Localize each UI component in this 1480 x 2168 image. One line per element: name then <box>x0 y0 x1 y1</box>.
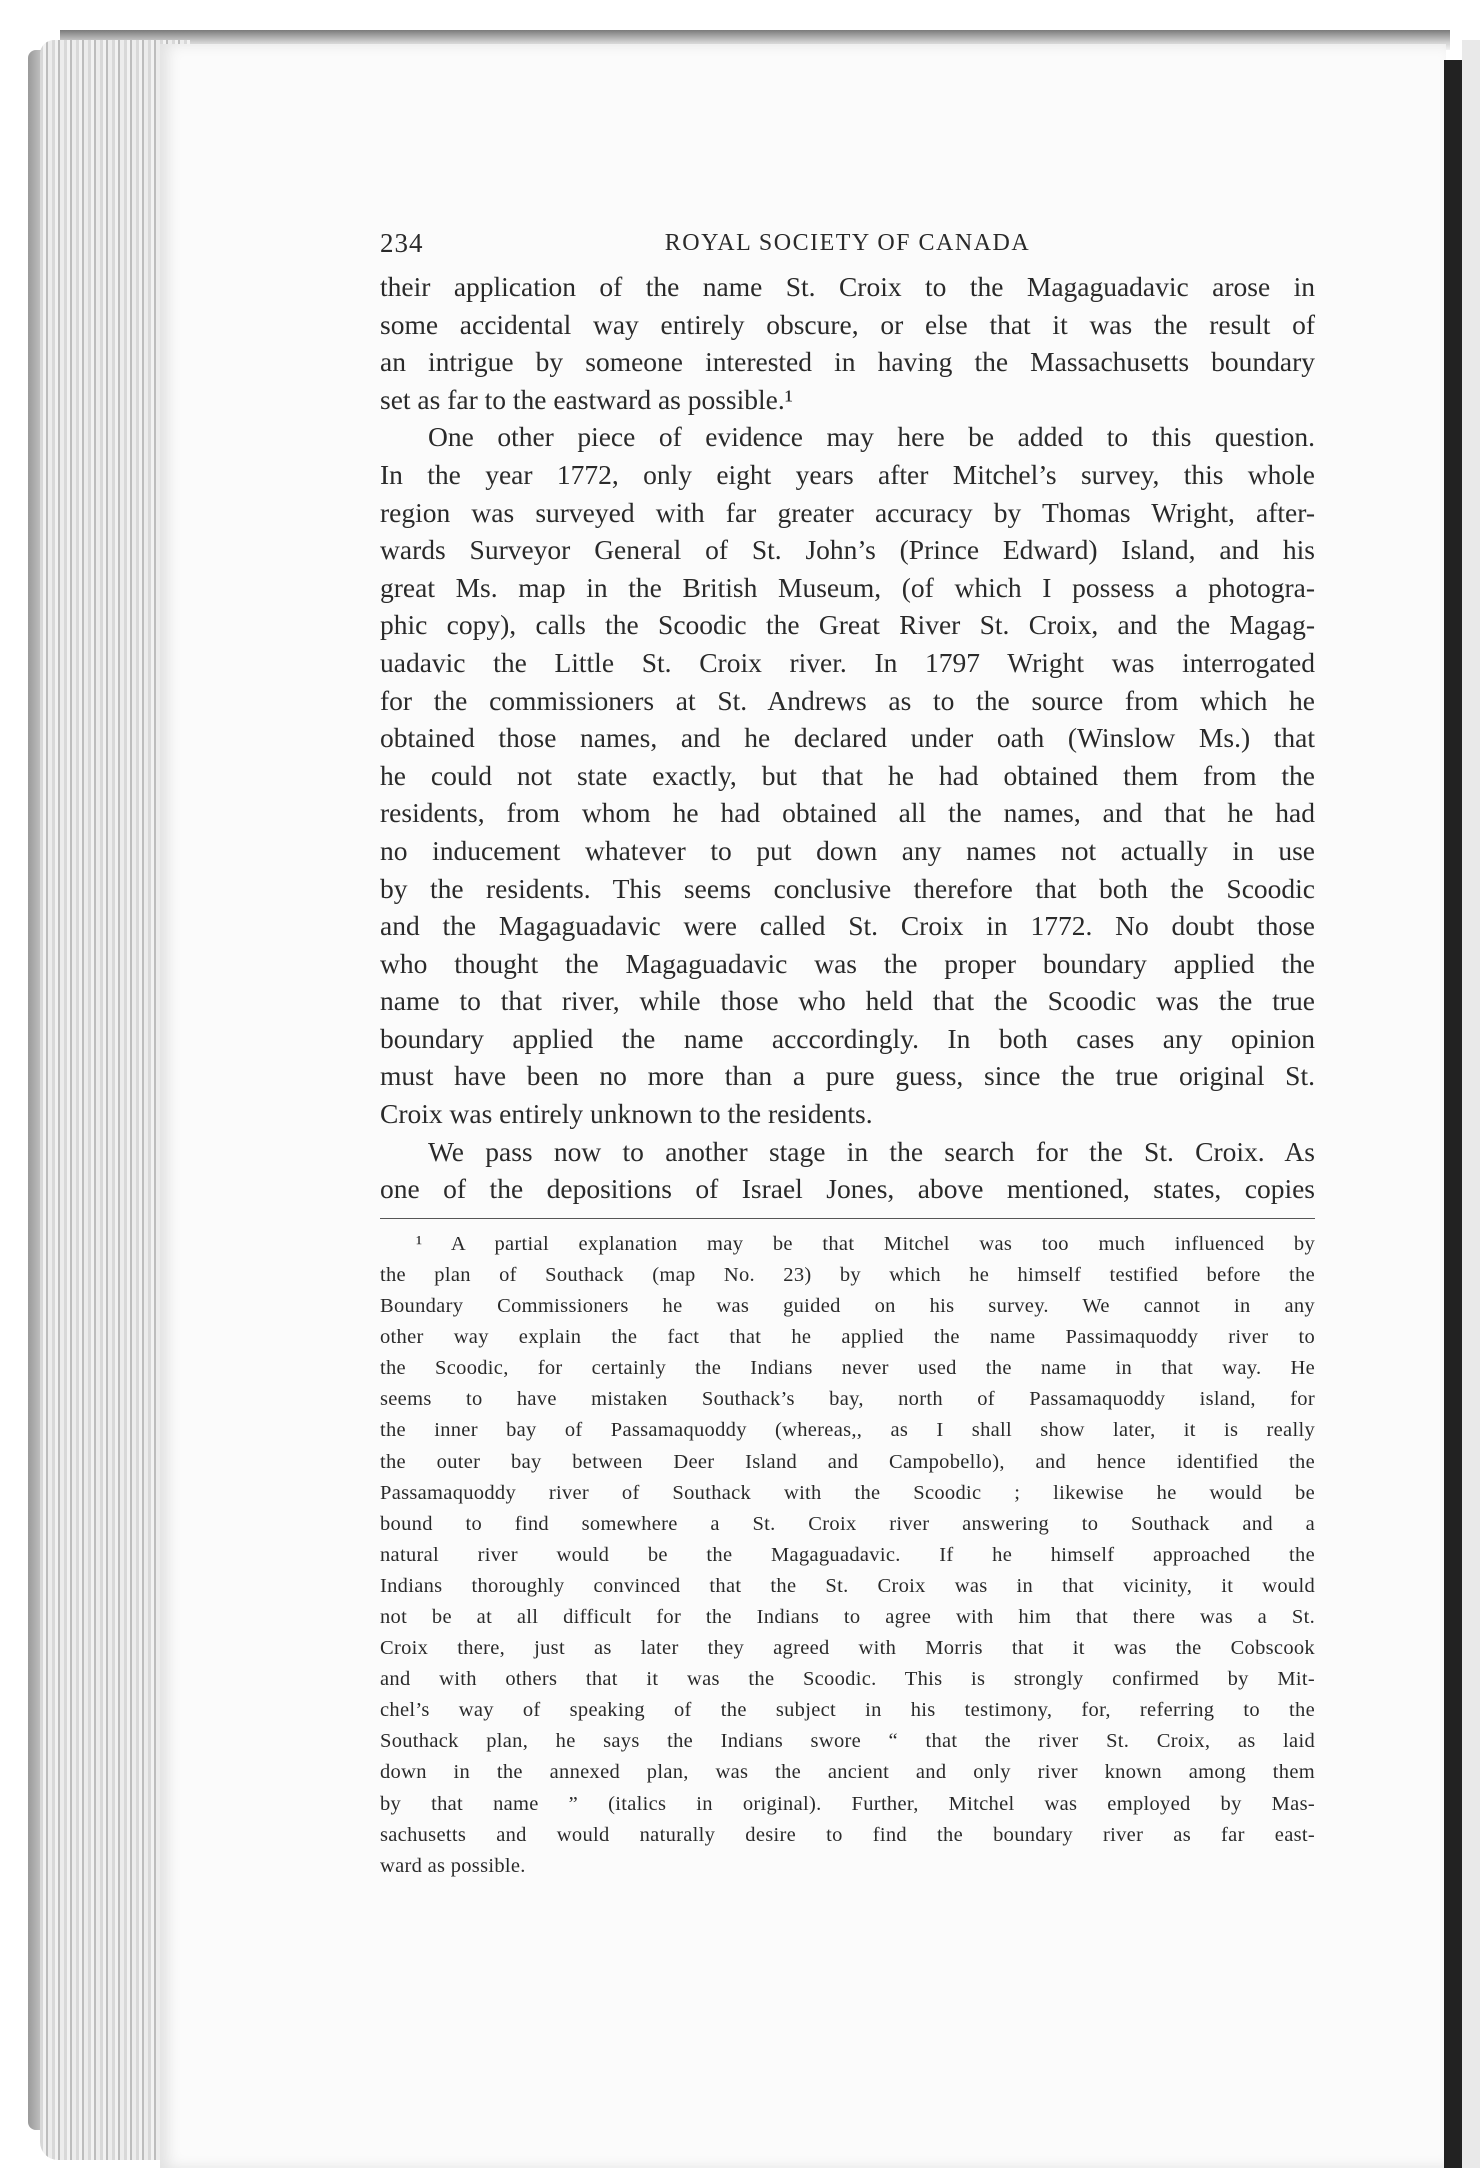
footnote-line: seems to have mistaken Southack’s bay, north of Passamaquoddy island, for <box>380 1388 1315 1411</box>
footnote-line: the plan of Southack (map No. 23) by which he himself testified before the <box>380 1263 1315 1286</box>
footnote-line: chel’s way of speaking of the subject in his testimony, for, referring to the <box>380 1699 1315 1722</box>
footnote-line: Southack plan, he says the Indians swore “ that the river St. Croix, as laid <box>380 1730 1315 1753</box>
body-line: he could not state exactly, but that he had obtained them from the <box>380 759 1315 791</box>
body-line: residents, from whom he had obtained all the names, and that he had <box>380 797 1315 829</box>
body-line: wards Surveyor General of St. John’s (Prince Edward) Island, and his <box>380 534 1315 566</box>
footnote-line: ward as possible. <box>380 1854 526 1877</box>
body-line: boundary applied the name acccordingly. In both cases any opinion <box>380 1022 1315 1054</box>
body-line: an intrigue by someone interested in having the Massachusetts boundary <box>380 346 1315 378</box>
footnote-line: by that name ” (italics in original). Further, Mitchel was employed by Mas- <box>380 1792 1315 1815</box>
page-number: 234 <box>380 228 424 258</box>
footnote-line: Boundary Commissioners he was guided on his survey. We cannot in any <box>380 1295 1315 1318</box>
body-text <box>380 268 1315 1208</box>
body-line: set as far to the eastward as possible.¹ <box>380 383 793 415</box>
footnote-line: Passamaquoddy river of Southack with the Scoodic ; likewise he would be <box>380 1481 1315 1504</box>
footnote-divider <box>380 1218 1315 1219</box>
scanner-margin <box>1462 40 1480 2168</box>
footnote-line: Indians thoroughly convinced that the St. Croix was in that vicinity, it would <box>380 1574 1315 1597</box>
body-line: one of the depositions of Israel Jones, above mentioned, states, copies <box>380 1173 1315 1205</box>
body-line: must have been no more than a pure guess, since the true original St. <box>380 1060 1315 1092</box>
footnote-line: sachusetts and would naturally desire to find the boundary river as far east- <box>380 1823 1315 1846</box>
footnote-line: bound to find somewhere a St. Croix river answering to Southack and a <box>380 1512 1315 1535</box>
body-line: and the Magaguadavic were called St. Croix in 1772. No doubt those <box>380 910 1315 942</box>
footnote-line: not be at all difficult for the Indians to agree with him that there was a St. <box>380 1605 1315 1628</box>
body-line: Croix was entirely unknown to the residents. <box>380 1098 873 1130</box>
body-line: great Ms. map in the British Museum, (of which I possess a photogra- <box>380 571 1315 603</box>
footnote-line: down in the annexed plan, was the ancient and only river known among them <box>380 1761 1315 1784</box>
footnote-line: and with others that it was the Scoodic. This is strongly confirmed by Mit- <box>380 1668 1315 1691</box>
footnote-line: Croix there, just as later they agreed with Morris that it was the Cobscook <box>380 1637 1315 1660</box>
footnote-line: natural river would be the Magaguadavic. If he himself approached the <box>380 1543 1315 1566</box>
body-line: phic copy), calls the Scoodic the Great River St. Croix, and the Magag- <box>380 609 1315 641</box>
body-line: region was surveyed with far greater accuracy by Thomas Wright, after- <box>380 496 1315 528</box>
page-header <box>380 228 1315 268</box>
book-binding-edge <box>1444 60 1462 2168</box>
footnote-line: the Scoodic, for certainly the Indians never used the name in that way. He <box>380 1357 1315 1380</box>
body-line: obtained those names, and he declared under oath (Winslow Ms.) that <box>380 722 1315 754</box>
body-line: who thought the Magaguadavic was the proper boundary applied the <box>380 947 1315 979</box>
footnotes <box>380 1229 1315 1882</box>
body-line: for the commissioners at St. Andrews as to the source from which he <box>380 684 1315 716</box>
body-line: name to that river, while those who held that the Scoodic was the true <box>380 985 1315 1017</box>
page-content <box>380 228 1315 1882</box>
body-line: some accidental way entirely obscure, or else that it was the result of <box>380 308 1315 340</box>
footnote-line: other way explain the fact that he applied the name Passimaquoddy river to <box>380 1326 1315 1349</box>
paragraph-first-line: We pass now to another stage in the search for the St. Croix. As <box>428 1135 1315 1167</box>
body-line: In the year 1772, only eight years after Mitchel’s survey, this whole <box>380 458 1315 490</box>
running-head: ROYAL SOCIETY OF CANADA <box>664 230 1031 256</box>
body-line: uadavic the Little St. Croix river. In 1797 Wright was interrogated <box>380 646 1315 678</box>
paragraph-first-line: One other piece of evidence may here be added to this question. <box>428 421 1315 453</box>
footnote-line: the inner bay of Passamaquoddy (whereas,, as I shall show later, it is really <box>380 1419 1315 1442</box>
body-line: no inducement whatever to put down any names not actually in use <box>380 834 1315 866</box>
footnote-first-line: ¹ A partial explanation may be that Mitchel was too much influenced by <box>416 1232 1315 1255</box>
body-line: by the residents. This seems conclusive therefore that both the Scoodic <box>380 872 1315 904</box>
body-line: their application of the name St. Croix to the Magaguadavic arose in <box>380 271 1315 302</box>
footnote-line: the outer bay between Deer Island and Campobello), and hence identified the <box>380 1450 1315 1473</box>
